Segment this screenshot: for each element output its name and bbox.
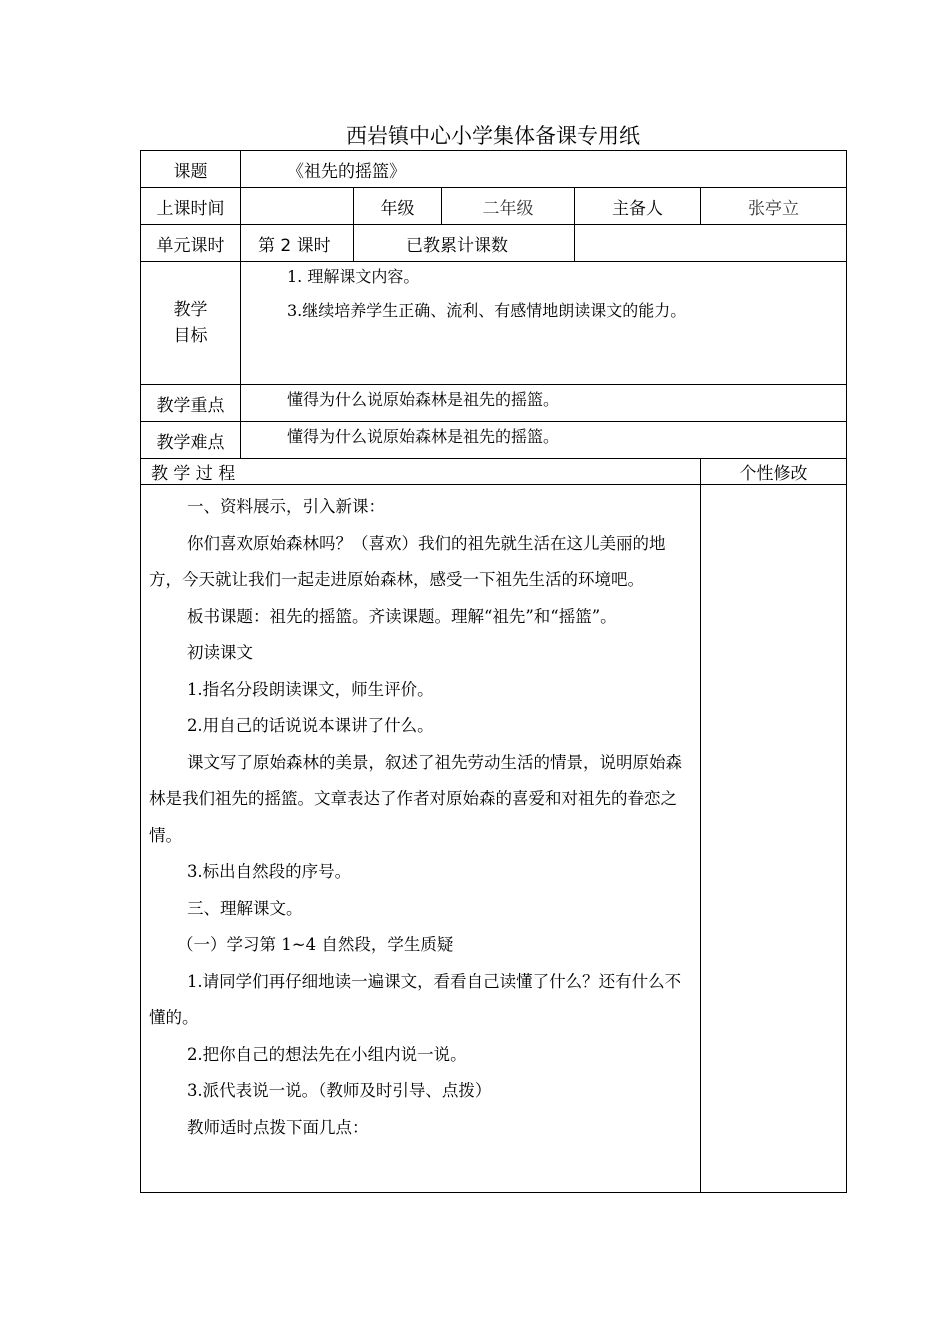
lesson-plan-table <box>140 150 847 1193</box>
grade-label: 年级 <box>354 188 442 225</box>
key-point-label: 教学重点 <box>141 385 241 422</box>
goals-row <box>141 262 847 385</box>
time-label: 上课时间 <box>141 188 241 225</box>
goals-label-line1: 教学 <box>173 300 208 320</box>
goals-content <box>241 262 847 385</box>
cumulative-value <box>575 225 847 262</box>
grade-value: 二年级 <box>442 188 575 225</box>
lead-label: 主备人 <box>575 188 701 225</box>
topic-row <box>141 151 847 188</box>
topic-label: 课题 <box>141 151 241 188</box>
unit-row <box>141 225 847 262</box>
process-paragraph: 一、资料展示，引入新课： <box>186 497 385 516</box>
process-label: 教 学 过 程 <box>141 459 701 485</box>
difficulty-label: 教学难点 <box>141 422 241 459</box>
process-paragraph: 1.请同学们再仔细地读一遍课文，看看自己读懂了什么？还有什么不懂的。 <box>149 971 682 1027</box>
goals-label-line2: 目标 <box>173 326 208 346</box>
key-point-value: 懂得为什么说原始森林是祖先的摇篮。 <box>241 385 847 422</box>
goal-item: 3.继续培养学生正确、流利、有感情地朗读课文的能力。 <box>287 301 687 320</box>
process-paragraph: 2.把你自己的想法先在小组内说一说。 <box>186 1044 467 1064</box>
process-paragraph: 三、理解课文。 <box>186 898 303 918</box>
difficulty-value: 懂得为什么说原始森林是祖先的摇篮。 <box>241 422 847 459</box>
process-content <box>141 485 701 1193</box>
cumulative-label: 已教累计课数 <box>354 225 575 262</box>
process-paragraph: 3.派代表说一说。（教师及时引导、点拨） <box>186 1081 492 1100</box>
difficulty-row <box>141 422 847 459</box>
lead-value: 张亭立 <box>701 188 847 225</box>
key-point-row <box>141 385 847 422</box>
process-paragraph: 教师适时点拨下面几点： <box>186 1117 369 1137</box>
modify-label: 个性修改 <box>701 459 847 485</box>
time-row <box>141 188 847 225</box>
unit-value: 第 2 课时 <box>241 225 354 262</box>
process-paragraph: 初读课文 <box>186 643 253 662</box>
goals-label <box>141 262 241 385</box>
time-value <box>241 188 354 225</box>
process-paragraph: 1.指名分段朗读课文，师生评价。 <box>186 679 434 699</box>
process-paragraph: （一）学习第 1~4 自然段，学生质疑 <box>177 935 454 954</box>
process-paragraph: 2.用自己的话说说本课讲了什么。 <box>186 716 434 735</box>
topic-value: 《祖先的摇篮》 <box>241 151 847 188</box>
process-paragraph: 板书课题：祖先的摇篮。齐读课题。理解“祖先”和“摇篮”。 <box>186 606 617 626</box>
goal-item: 1. 理解课文内容。 <box>287 267 420 286</box>
unit-label: 单元课时 <box>141 225 241 262</box>
modify-value <box>701 485 847 1193</box>
process-header-row <box>141 459 847 485</box>
process-paragraph: 3.标出自然段的序号。 <box>186 862 352 881</box>
process-paragraph: 课文写了原始森林的美景，叙述了祖先劳动生活的情景，说明原始森林是我们祖先的摇篮。文章表达了作者对原始森的喜爱和对祖先的眷恋之情。 <box>149 752 682 845</box>
process-body-row <box>141 485 847 1193</box>
process-paragraph: 你们喜欢原始森林吗？（喜欢）我们的祖先就生活在这儿美丽的地方，今天就让我们一起走进原始森林，感受一下祖先生活的环境吧。 <box>149 533 666 589</box>
page-title: 西岩镇中心小学集体备课专用纸 <box>346 124 640 148</box>
